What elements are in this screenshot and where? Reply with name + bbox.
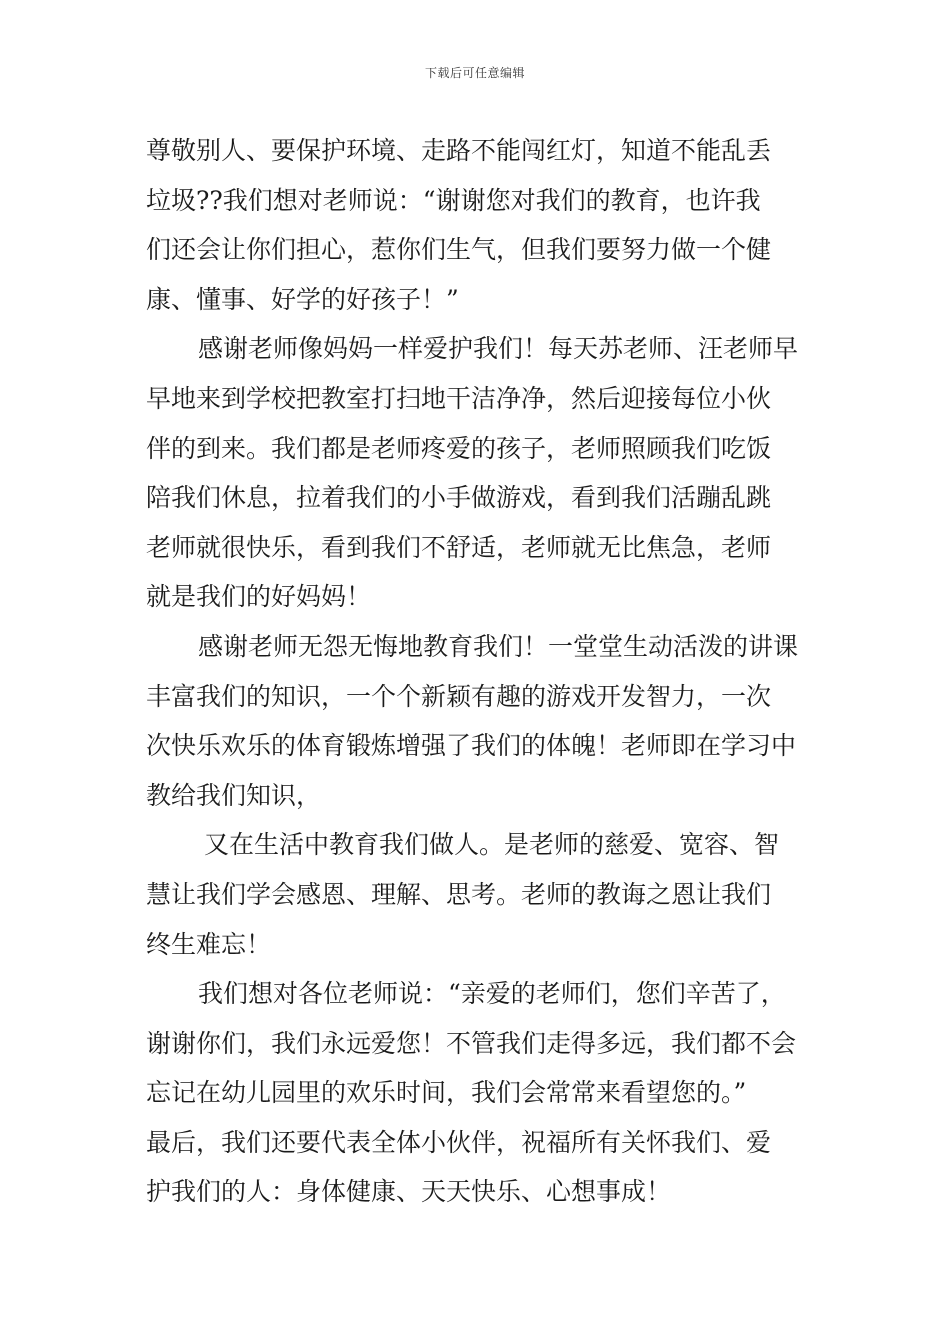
text-line: 次快乐欢乐的体育锻炼增强了我们的体魄！老师即在学习中 (146, 731, 797, 761)
text-line: 护我们的人：身体健康、天天快乐、心想事成！ (146, 1177, 672, 1207)
text-line: 早地来到学校把教室打扫地干洁净净，然后迎接每位小伙 (146, 383, 772, 413)
paragraph-first-line: 感谢老师无怨无悔地教育我们！一堂堂生动活泼的讲课 (198, 631, 799, 661)
text-line: 垃圾??我们想对老师说：“谢谢您对我们的教育，也许我 (146, 185, 761, 215)
page-header-note: 下载后可任意编辑 (424, 66, 525, 80)
text-line: 教给我们知识， (146, 780, 322, 810)
text-line: 伴的到来。我们都是老师疼爱的孩子，老师照顾我们吃饭 (146, 433, 772, 463)
paragraph-first-line: 感谢老师像妈妈一样爱护我们！每天苏老师、汪老师早 (198, 334, 799, 364)
text-line: 慧让我们学会感恩、理解、思考。老师的教诲之恩让我们 (146, 879, 772, 909)
text-line: 终生难忘！ (146, 929, 272, 959)
text-line: 就是我们的好妈妈！ (146, 582, 372, 612)
text-line: 最后，我们还要代表全体小伙伴，祝福所有关怀我们、爱 (146, 1127, 772, 1157)
text-line: 们还会让你们担心，惹你们生气，但我们要努力做一个健 (146, 235, 772, 265)
paragraph-first-line: 我们想对各位老师说：“亲爱的老师们，您们辛苦了， (198, 979, 786, 1009)
text-line: 老师就很快乐，看到我们不舒适，老师就无比焦急，老师 (146, 532, 772, 562)
text-line: 忘记在幼儿园里的欢乐时间，我们会常常来看望您的。” (146, 1078, 747, 1108)
text-line: 康、懂事、好学的好孩子！” (146, 284, 459, 314)
body-text (146, 126, 811, 1217)
text-line: 谢谢你们，我们永远爱您！不管我们走得多远，我们都不会 (146, 1028, 797, 1058)
text-line: 丰富我们的知识，一个个新颖有趣的游戏开发智力，一次 (146, 681, 772, 711)
paragraph-first-line: 又在生活中教育我们做人。是老师的慈爱、宽容、智 (204, 830, 780, 860)
text-line: 尊敬别人、要保护环境、走路不能闯红灯，知道不能乱丢 (146, 136, 772, 165)
text-line: 陪我们休息，拉着我们的小手做游戏，看到我们活蹦乱跳 (146, 483, 772, 513)
